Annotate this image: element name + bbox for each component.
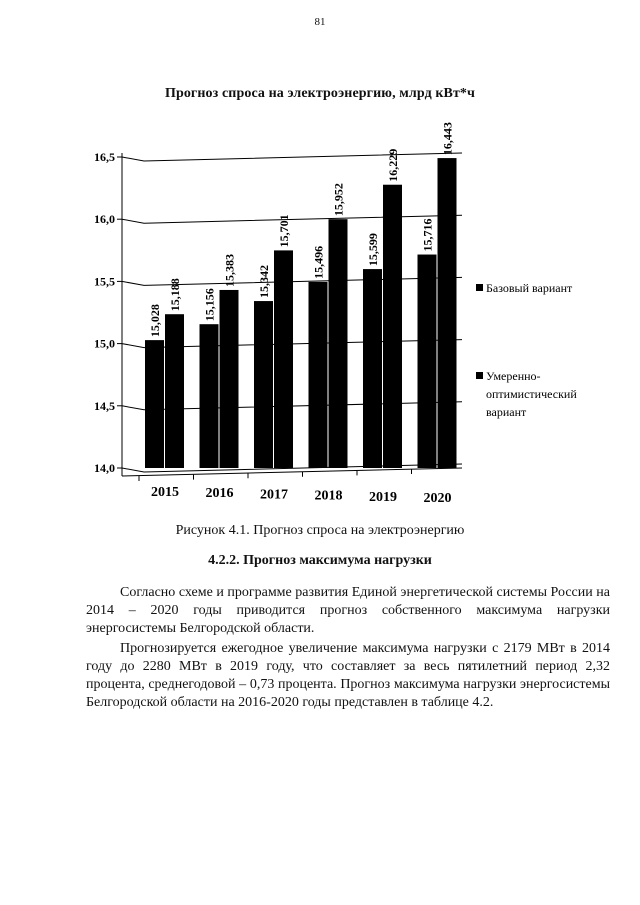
- x-tick-label: 2019: [369, 489, 397, 505]
- legend-label: Умеренно-: [486, 369, 541, 383]
- data-label: 15,383: [222, 253, 237, 287]
- data-label: 15,156: [202, 288, 217, 322]
- x-tick-label: 2017: [260, 487, 288, 503]
- figure-caption: Рисунок 4.1. Прогноз спроса на электроэнергию: [175, 523, 465, 538]
- bar-base: [309, 282, 328, 468]
- x-tick-label: 2016: [205, 486, 234, 502]
- bar-base: [363, 269, 382, 468]
- y-tick-label: 15,0: [94, 336, 115, 351]
- bar-base: [200, 324, 219, 468]
- data-label: 15,701: [277, 214, 291, 248]
- x-tick-label: 2020: [423, 491, 452, 506]
- x-tick-label: 2015: [151, 485, 179, 500]
- y-tick-label: 16,0: [94, 212, 115, 227]
- y-tick-label: 15,5: [94, 274, 115, 289]
- data-label: 16,443: [440, 122, 455, 156]
- bar-optimistic: [383, 185, 402, 468]
- y-tick-label: 14,5: [94, 398, 115, 413]
- x-tick-label: 2018: [314, 488, 343, 504]
- legend-swatch: [476, 284, 483, 291]
- y-tick-label: 14,0: [94, 461, 115, 475]
- gridline: [122, 153, 462, 161]
- bar-base: [418, 255, 437, 468]
- legend-label: вариант: [486, 405, 527, 419]
- bar-optimistic: [220, 290, 239, 468]
- data-label: 15,028: [148, 304, 162, 338]
- section-heading: 4.2.2. Прогноз максимума нагрузки: [208, 553, 432, 568]
- page-number: 81: [314, 16, 326, 28]
- bar-optimistic: [438, 158, 457, 468]
- bar-optimistic: [329, 219, 348, 468]
- data-label: 15,188: [168, 278, 182, 312]
- bar-base: [145, 340, 164, 468]
- bar-optimistic: [274, 250, 293, 468]
- gridline: [122, 215, 462, 223]
- data-label: 15,496: [311, 245, 326, 279]
- paragraph-1: Согласно схеме и программе развития Единой энергетической системы России на 2014 – 2020 годы приводится прогноз собственного максимума нагрузки энергосистемы Белгородской области.: [86, 585, 610, 636]
- chart-title: Прогноз спроса на электроэнергию, млрд кВт*ч: [164, 86, 476, 101]
- legend-label: Базовый вариант: [486, 281, 573, 295]
- paragraph-2: Прогнозируется ежегодное увеличение максимума нагрузки с 2179 МВт в 2014 году до 2280 МВт в 2019 году, что составляет за весь пятилетний период 2,32 процента, среднегодовой – 0,73 процента. Прогноз максимума нагрузки энергосистемы Белгородской области на 2016-2020 годы представлен в таблице 4.2.: [86, 641, 610, 710]
- data-label: 16,229: [386, 148, 400, 182]
- data-label: 15,952: [331, 183, 346, 217]
- data-label: 15,716: [420, 218, 435, 252]
- y-tick-label: 16,5: [94, 150, 115, 164]
- data-label: 15,342: [257, 265, 271, 299]
- bar-base: [254, 301, 273, 468]
- legend-swatch: [476, 372, 483, 379]
- legend-label: оптимистический: [486, 387, 577, 401]
- bar-optimistic: [165, 314, 184, 468]
- data-label: 15,599: [366, 233, 380, 267]
